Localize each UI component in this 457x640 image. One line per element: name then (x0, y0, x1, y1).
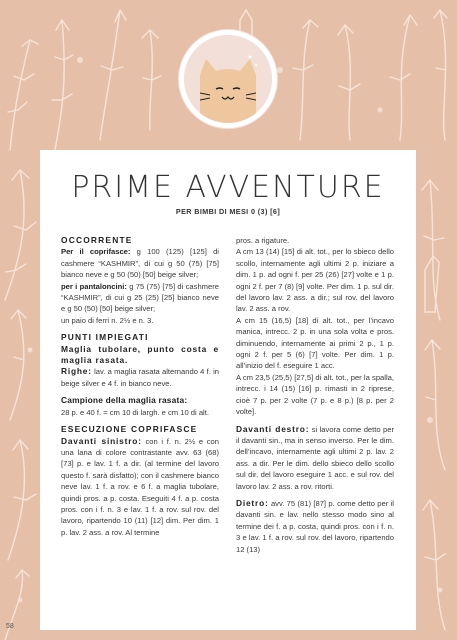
pantaloncini-text: g 75 (75) [75] di cashmere “KASHMIR”, di cui g 25 (25) [25] bianco neve e g 50 (50) [50] beige silver; (61, 281, 219, 314)
needles-text: un paio di ferri n. 2½ e n. 3. (61, 315, 154, 325)
left-front-paragraph (61, 436, 219, 539)
materials-pantaloncini (61, 281, 219, 315)
right-text-2: A cm 13 (14) [15] di alt. tot., per lo sbieco dello scollo, internamente agli ultimi 2 p. iniziare a dim. 1 p. ad ogni f. per 25 (26) [27] volte e 1 p. ogni 2 f. per 7 (8) [9] volte. Per dim. 1 p. sul dir. del lavoro lav. 2 ass. a dir.; sul rov. del lavoro lav. 2 ass. a rov. (236, 247, 394, 314)
gauge-text: 28 p. e 40 f. = cm 10 di largh. e cm 10 di alt. (61, 407, 209, 417)
heading-punti: PUNTI IMPIEGATI (61, 332, 149, 343)
right-front-text: si lavora come detto per il davanti sin., ma in senso inverso. Per le dim. dell’incavo, internamente agli ultimi 2 p. lav. 2 ass. a dir. Per le dim. dello sbieco dello scollo sul dir. del lavoro eseguire 1 acc. e sul rov. del lavoro lav. 2 ass. a rov. ritorti. (236, 424, 394, 491)
materials-coprifasce (61, 246, 219, 280)
back-label: Dietro: (236, 497, 269, 508)
right-front-label: Davanti destro: (236, 423, 310, 434)
stripes-paragraph (61, 366, 219, 389)
stripes-text: lav. a maglia rasata alternando 4 f. in beige silver e 4 f. in bianco neve. (61, 367, 219, 388)
left-front-text: con i f. n. 2½ e con una lana di colore contrastante avv. 63 (68) [73] p. e lav. 1 f. a dir. (al termine del lavoro questo f. sarà disfatto); con il cashmere bianco neve lav. 1 f. a rov. e 6 f. a maglia tubolare, quindi pros. a p. costa. Eseguiti 4 f. a p. costa pros. con i f. n. 3 e lav. 1 f. a rov. sul rov. del lavoro, ripartendo 10 (11) [12] dim. Per dim. 1 p. lav. 2 ass. a rov. Al termine (61, 436, 219, 537)
coprifasce-label: Per il coprifasce: (61, 247, 131, 257)
right-text-4: A cm 23,5 (25,5) [27,5] di alt. tot., per la spalla, intrecc. i 14 (15) [16] p. rimasti in 2 riprese, cioè 7 p. per 2 volte (7 p. e 8 p.) [8 p. per 2 volte]. (236, 372, 394, 417)
stitches-text: Maglia tubolare, punto costa e maglia rasata. (61, 343, 219, 366)
pattern-card (40, 150, 416, 630)
back-paragraph (236, 498, 394, 555)
right-front-paragraph (236, 424, 394, 492)
stripes-label: Righe: (61, 366, 92, 377)
right-text-3: A cm 15 (16,5) [18] di alt. tot., per l’incavo manica, intrecc. 2 p. in una sola volta e pros. diminuendo, internamente ai primi 2 p., 1 p. ogni 2 f. per 5 (6) [7] volte. Per dim. 1 p. all’inizio del f. eseguire 1 acc. (236, 315, 394, 371)
heading-esecuzione: ESECUZIONE COPRIFASCE (61, 424, 198, 435)
heading-campione: Campione della maglia rasata: (61, 395, 188, 406)
left-front-label: Davanti sinistro: (61, 435, 142, 446)
cat-plush-icon (184, 35, 272, 123)
page-subtitle: PER BIMBI DI MESI 0 (3) [6] (175, 207, 281, 216)
back-text: avv. 75 (81) [87] p. come detto per il davanti sin. e lav. nello stesso modo sino al termine dei f. a p. costa, quindi pros. con i f. n. 3 e lav. 1 f. a rov. sul rov. del lavoro, ripartendo 12 (13) (236, 498, 394, 554)
pantaloncini-label: per i pantaloncini: (61, 281, 127, 291)
right-text-1: pros. a rigature. (236, 236, 290, 245)
heading-occorrente: OCCORRENTE (61, 235, 133, 245)
right-column (236, 235, 394, 555)
coprifasce-text: g 100 (125) [125] di cashmere “KASHMIR”, di cui g 50 (75) [75] bianco neve e g 50 (50) [50] beige silver; (61, 247, 219, 280)
page-title: PRIME AVVENTURE (71, 170, 385, 205)
left-column (61, 235, 219, 538)
cat-avatar-badge (179, 30, 277, 128)
page-number: 58 (6, 623, 14, 630)
